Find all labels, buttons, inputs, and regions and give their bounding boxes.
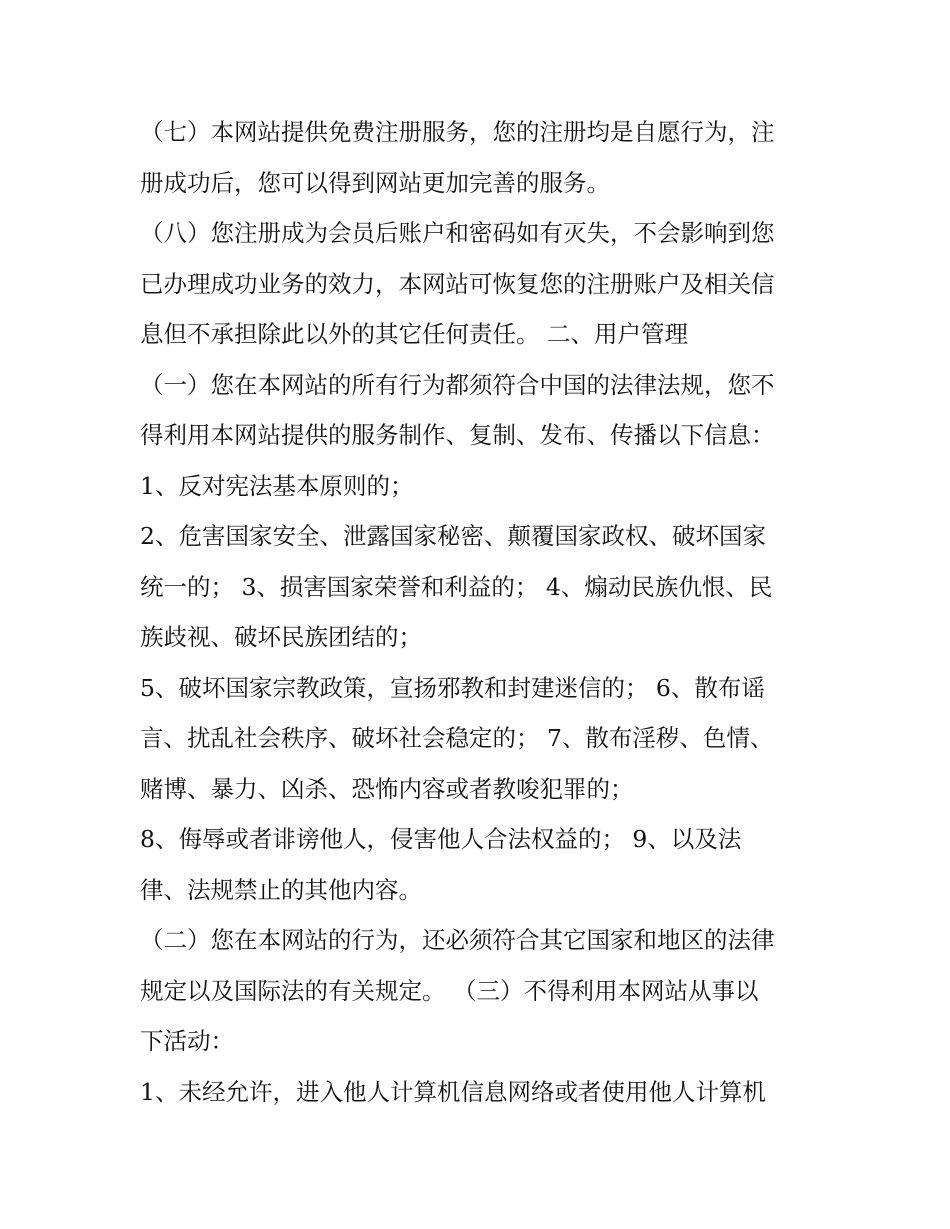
- text-line: 册成功后，您可以得到网站更加完善的服务。: [140, 168, 610, 197]
- text-line: 统一的； 3、损害国家荣誉和利益的； 4、煽动民族仇恨、民: [140, 572, 773, 601]
- text-line: （一）您在本网站的所有行为都须符合中国的法律法规，您不: [140, 370, 775, 399]
- text-line: 5、破坏国家宗教政策，宣扬邪教和封建迷信的； 6、散布谣: [140, 673, 765, 702]
- text-line: （二）您在本网站的行为，还必须符合其它国家和地区的法律: [140, 926, 775, 954]
- text-line: （七）本网站提供免费注册服务，您的注册均是自愿行为，注: [140, 118, 775, 146]
- text-line: 1、未经允许，进入他人计算机信息网络或者使用他人计算机: [140, 1077, 766, 1106]
- text-line: 赌博、暴力、凶杀、恐怖内容或者教唆犯罪的；: [140, 774, 634, 803]
- text-line: 规定以及国际法的有关规定。 （三）不得利用本网站从事以: [140, 976, 759, 1005]
- text-line: 得利用本网站提供的服务制作、复制、发布、传播以下信息：: [140, 421, 775, 449]
- text-line: 1、反对宪法基本原则的；: [140, 471, 414, 500]
- text-line: 族歧视、破坏民族团结的；: [140, 623, 422, 651]
- text-line: 下活动：: [140, 1027, 234, 1055]
- text-line: 8、侮辱或者诽谤他人，侵害他人合法权益的； 9、以及法: [140, 825, 742, 853]
- text-line: 律、法规禁止的其他内容。: [140, 875, 422, 904]
- text-line: 言、扰乱社会秩序、破坏社会稳定的； 7、散布淫秽、色情、: [140, 724, 774, 752]
- text-line: 2、危害国家安全、泄露国家秘密、颠覆国家政权、破坏国家: [140, 522, 766, 550]
- text-line: 已办理成功业务的效力，本网站可恢复您的注册账户及相关信: [140, 269, 775, 298]
- text-line: （八）您注册成为会员后账户和密码如有灭失，不会影响到您: [140, 219, 775, 247]
- document-body: [140, 107, 820, 1117]
- text-line: 息但不承担除此以外的其它任何责任。 二、用户管理: [140, 320, 688, 348]
